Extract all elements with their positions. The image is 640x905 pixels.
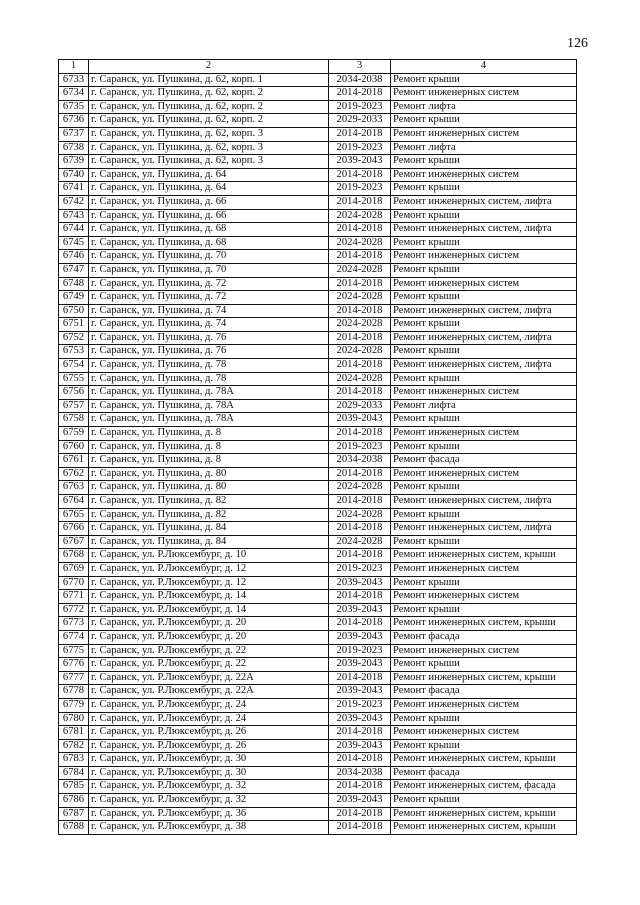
cell-work-type: Ремонт инженерных систем [391, 386, 577, 400]
cell-row-number: 6752 [59, 331, 89, 345]
table-body [59, 73, 577, 834]
cell-work-type: Ремонт крыши [391, 236, 577, 250]
cell-work-type: Ремонт крыши [391, 535, 577, 549]
cell-address: г. Саранск, ул. Пушкина, д. 66 [89, 195, 329, 209]
cell-work-type: Ремонт инженерных систем [391, 87, 577, 101]
table-row [59, 100, 577, 114]
cell-row-number: 6757 [59, 399, 89, 413]
table-row [59, 318, 577, 332]
cell-work-type: Ремонт инженерных систем [391, 726, 577, 740]
cell-period: 2014-2018 [329, 277, 391, 291]
table-row [59, 209, 577, 223]
table-row [59, 617, 577, 631]
cell-row-number: 6759 [59, 427, 89, 441]
cell-address: г. Саранск, ул. Р.Люксембург, д. 24 [89, 698, 329, 712]
cell-address: г. Саранск, ул. Р.Люксембург, д. 24 [89, 712, 329, 726]
table-row [59, 127, 577, 141]
cell-work-type: Ремонт фасада [391, 766, 577, 780]
page-number: 126 [567, 36, 588, 51]
cell-period: 2024-2028 [329, 263, 391, 277]
cell-address: г. Саранск, ул. Пушкина, д. 78А [89, 399, 329, 413]
cell-row-number: 6756 [59, 386, 89, 400]
table-row [59, 413, 577, 427]
cell-address: г. Саранск, ул. Пушкина, д. 8 [89, 454, 329, 468]
cell-address: г. Саранск, ул. Р.Люксембург, д. 22 [89, 658, 329, 672]
cell-row-number: 6753 [59, 345, 89, 359]
cell-row-number: 6779 [59, 698, 89, 712]
cell-period: 2019-2023 [329, 100, 391, 114]
cell-work-type: Ремонт крыши [391, 73, 577, 87]
cell-period: 2039-2043 [329, 413, 391, 427]
table-row [59, 182, 577, 196]
cell-period: 2014-2018 [329, 223, 391, 237]
cell-address: г. Саранск, ул. Пушкина, д. 72 [89, 277, 329, 291]
cell-address: г. Саранск, ул. Р.Люксембург, д. 26 [89, 726, 329, 740]
cell-address: г. Саранск, ул. Пушкина, д. 84 [89, 522, 329, 536]
table-row [59, 712, 577, 726]
cell-row-number: 6743 [59, 209, 89, 223]
cell-row-number: 6768 [59, 549, 89, 563]
cell-row-number: 6742 [59, 195, 89, 209]
table-row [59, 399, 577, 413]
table-row [59, 372, 577, 386]
cell-row-number: 6766 [59, 522, 89, 536]
cell-work-type: Ремонт крыши [391, 508, 577, 522]
table-row [59, 658, 577, 672]
cell-period: 2014-2018 [329, 807, 391, 821]
cell-address: г. Саранск, ул. Пушкина, д. 68 [89, 223, 329, 237]
column-header-number: 1 [59, 60, 89, 74]
cell-period: 2014-2018 [329, 359, 391, 373]
cell-work-type: Ремонт крыши [391, 114, 577, 128]
table-row [59, 277, 577, 291]
cell-address: г. Саранск, ул. Пушкина, д. 62, корп. 3 [89, 127, 329, 141]
cell-address: г. Саранск, ул. Пушкина, д. 82 [89, 495, 329, 509]
cell-period: 2029-2033 [329, 114, 391, 128]
cell-period: 2039-2043 [329, 712, 391, 726]
cell-period: 2039-2043 [329, 794, 391, 808]
cell-work-type: Ремонт инженерных систем [391, 127, 577, 141]
column-header-period: 3 [329, 60, 391, 74]
cell-work-type: Ремонт крыши [391, 291, 577, 305]
cell-period: 2019-2023 [329, 182, 391, 196]
cell-period: 2024-2028 [329, 481, 391, 495]
cell-period: 2039-2043 [329, 603, 391, 617]
cell-work-type: Ремонт инженерных систем, лифта [391, 304, 577, 318]
cell-row-number: 6748 [59, 277, 89, 291]
table-row [59, 671, 577, 685]
cell-work-type: Ремонт инженерных систем [391, 427, 577, 441]
table-row [59, 522, 577, 536]
column-header-work-type: 4 [391, 60, 577, 74]
table-row [59, 195, 577, 209]
cell-work-type: Ремонт фасада [391, 454, 577, 468]
cell-work-type: Ремонт крыши [391, 318, 577, 332]
column-header-address: 2 [89, 60, 329, 74]
cell-period: 2034-2038 [329, 73, 391, 87]
cell-row-number: 6777 [59, 671, 89, 685]
cell-address: г. Саранск, ул. Пушкина, д. 62, корп. 3 [89, 155, 329, 169]
cell-row-number: 6770 [59, 576, 89, 590]
cell-row-number: 6785 [59, 780, 89, 794]
cell-work-type: Ремонт инженерных систем [391, 590, 577, 604]
cell-work-type: Ремонт крыши [391, 155, 577, 169]
cell-address: г. Саранск, ул. Р.Люксембург, д. 30 [89, 753, 329, 767]
table-row [59, 291, 577, 305]
cell-address: г. Саранск, ул. Р.Люксембург, д. 20 [89, 630, 329, 644]
table-row [59, 304, 577, 318]
cell-address: г. Саранск, ул. Пушкина, д. 64 [89, 182, 329, 196]
cell-period: 2019-2023 [329, 562, 391, 576]
cell-period: 2024-2028 [329, 318, 391, 332]
cell-period: 2024-2028 [329, 508, 391, 522]
cell-work-type: Ремонт инженерных систем, лифта [391, 331, 577, 345]
cell-row-number: 6760 [59, 440, 89, 454]
cell-row-number: 6733 [59, 73, 89, 87]
table-row [59, 114, 577, 128]
table-row [59, 821, 577, 835]
cell-work-type: Ремонт инженерных систем [391, 250, 577, 264]
table-row [59, 141, 577, 155]
table-row [59, 236, 577, 250]
cell-work-type: Ремонт крыши [391, 739, 577, 753]
cell-row-number: 6747 [59, 263, 89, 277]
cell-row-number: 6764 [59, 495, 89, 509]
cell-work-type: Ремонт инженерных систем, лифта [391, 522, 577, 536]
table-row [59, 223, 577, 237]
cell-work-type: Ремонт инженерных систем [391, 644, 577, 658]
cell-address: г. Саранск, ул. Р.Люксембург, д. 14 [89, 603, 329, 617]
cell-period: 2024-2028 [329, 535, 391, 549]
cell-row-number: 6736 [59, 114, 89, 128]
cell-row-number: 6751 [59, 318, 89, 332]
cell-period: 2014-2018 [329, 780, 391, 794]
table-row [59, 168, 577, 182]
cell-row-number: 6735 [59, 100, 89, 114]
cell-period: 2014-2018 [329, 195, 391, 209]
table-row [59, 427, 577, 441]
cell-row-number: 6783 [59, 753, 89, 767]
cell-address: г. Саранск, ул. Р.Люксембург, д. 26 [89, 739, 329, 753]
cell-work-type: Ремонт фасада [391, 685, 577, 699]
cell-work-type: Ремонт крыши [391, 209, 577, 223]
cell-period: 2034-2038 [329, 766, 391, 780]
cell-row-number: 6741 [59, 182, 89, 196]
table-row [59, 440, 577, 454]
cell-address: г. Саранск, ул. Пушкина, д. 80 [89, 467, 329, 481]
cell-row-number: 6750 [59, 304, 89, 318]
cell-work-type: Ремонт инженерных систем [391, 168, 577, 182]
cell-row-number: 6771 [59, 590, 89, 604]
table-row [59, 576, 577, 590]
cell-period: 2039-2043 [329, 739, 391, 753]
cell-work-type: Ремонт инженерных систем [391, 562, 577, 576]
cell-address: г. Саранск, ул. Пушкина, д. 74 [89, 318, 329, 332]
cell-row-number: 6780 [59, 712, 89, 726]
cell-address: г. Саранск, ул. Пушкина, д. 76 [89, 331, 329, 345]
cell-work-type: Ремонт инженерных систем, крыши [391, 671, 577, 685]
cell-row-number: 6767 [59, 535, 89, 549]
cell-work-type: Ремонт инженерных систем, крыши [391, 549, 577, 563]
cell-period: 2014-2018 [329, 549, 391, 563]
cell-work-type: Ремонт инженерных систем, лифта [391, 359, 577, 373]
cell-period: 2014-2018 [329, 495, 391, 509]
table-row [59, 467, 577, 481]
cell-period: 2024-2028 [329, 209, 391, 223]
cell-period: 2014-2018 [329, 617, 391, 631]
cell-work-type: Ремонт крыши [391, 712, 577, 726]
table-row [59, 495, 577, 509]
cell-row-number: 6754 [59, 359, 89, 373]
cell-work-type: Ремонт крыши [391, 413, 577, 427]
table-row [59, 250, 577, 264]
cell-address: г. Саранск, ул. Пушкина, д. 78А [89, 386, 329, 400]
cell-address: г. Саранск, ул. Р.Люксембург, д. 30 [89, 766, 329, 780]
cell-period: 2019-2023 [329, 698, 391, 712]
cell-work-type: Ремонт инженерных систем, крыши [391, 821, 577, 835]
cell-work-type: Ремонт лифта [391, 100, 577, 114]
cell-row-number: 6761 [59, 454, 89, 468]
cell-period: 2019-2023 [329, 440, 391, 454]
cell-address: г. Саранск, ул. Р.Люксембург, д. 12 [89, 562, 329, 576]
cell-address: г. Саранск, ул. Пушкина, д. 70 [89, 263, 329, 277]
cell-row-number: 6765 [59, 508, 89, 522]
table-header-row [59, 60, 577, 74]
cell-work-type: Ремонт лифта [391, 141, 577, 155]
cell-address: г. Саранск, ул. Р.Люксембург, д. 36 [89, 807, 329, 821]
cell-period: 2014-2018 [329, 590, 391, 604]
table-row [59, 726, 577, 740]
cell-work-type: Ремонт инженерных систем, фасада [391, 780, 577, 794]
cell-address: г. Саранск, ул. Пушкина, д. 62, корп. 3 [89, 141, 329, 155]
cell-period: 2039-2043 [329, 630, 391, 644]
table-row [59, 685, 577, 699]
cell-work-type: Ремонт лифта [391, 399, 577, 413]
cell-address: г. Саранск, ул. Пушкина, д. 78А [89, 413, 329, 427]
cell-period: 2039-2043 [329, 685, 391, 699]
table-row [59, 87, 577, 101]
cell-period: 2019-2023 [329, 141, 391, 155]
cell-address: г. Саранск, ул. Р.Люксембург, д. 12 [89, 576, 329, 590]
cell-row-number: 6775 [59, 644, 89, 658]
cell-row-number: 6734 [59, 87, 89, 101]
cell-period: 2039-2043 [329, 658, 391, 672]
cell-address: г. Саранск, ул. Пушкина, д. 80 [89, 481, 329, 495]
cell-period: 2024-2028 [329, 236, 391, 250]
cell-work-type: Ремонт инженерных систем, лифта [391, 223, 577, 237]
cell-work-type: Ремонт инженерных систем [391, 277, 577, 291]
cell-row-number: 6739 [59, 155, 89, 169]
cell-row-number: 6738 [59, 141, 89, 155]
cell-period: 2014-2018 [329, 467, 391, 481]
table-row [59, 73, 577, 87]
cell-address: г. Саранск, ул. Р.Люксембург, д. 14 [89, 590, 329, 604]
cell-row-number: 6788 [59, 821, 89, 835]
table-row [59, 454, 577, 468]
table-row [59, 630, 577, 644]
cell-address: г. Саранск, ул. Пушкина, д. 78 [89, 372, 329, 386]
table-row [59, 603, 577, 617]
cell-address: г. Саранск, ул. Р.Люксембург, д. 20 [89, 617, 329, 631]
repair-schedule-table [58, 59, 577, 835]
cell-row-number: 6758 [59, 413, 89, 427]
cell-work-type: Ремонт инженерных систем [391, 467, 577, 481]
cell-row-number: 6746 [59, 250, 89, 264]
table-row [59, 753, 577, 767]
cell-address: г. Саранск, ул. Пушкина, д. 62, корп. 2 [89, 100, 329, 114]
cell-work-type: Ремонт крыши [391, 481, 577, 495]
cell-period: 2014-2018 [329, 522, 391, 536]
table-row [59, 549, 577, 563]
cell-work-type: Ремонт инженерных систем, лифта [391, 195, 577, 209]
cell-period: 2014-2018 [329, 304, 391, 318]
cell-address: г. Саранск, ул. Пушкина, д. 62, корп. 1 [89, 73, 329, 87]
table-row [59, 535, 577, 549]
cell-address: г. Саранск, ул. Пушкина, д. 72 [89, 291, 329, 305]
cell-work-type: Ремонт крыши [391, 658, 577, 672]
cell-work-type: Ремонт инженерных систем, крыши [391, 753, 577, 767]
cell-address: г. Саранск, ул. Пушкина, д. 82 [89, 508, 329, 522]
cell-period: 2039-2043 [329, 576, 391, 590]
table-row [59, 739, 577, 753]
cell-address: г. Саранск, ул. Пушкина, д. 84 [89, 535, 329, 549]
cell-address: г. Саранск, ул. Пушкина, д. 68 [89, 236, 329, 250]
table-row [59, 386, 577, 400]
cell-period: 2019-2023 [329, 644, 391, 658]
cell-period: 2014-2018 [329, 427, 391, 441]
table-row [59, 562, 577, 576]
cell-work-type: Ремонт инженерных систем, лифта [391, 495, 577, 509]
cell-work-type: Ремонт крыши [391, 603, 577, 617]
cell-row-number: 6776 [59, 658, 89, 672]
cell-address: г. Саранск, ул. Пушкина, д. 64 [89, 168, 329, 182]
cell-address: г. Саранск, ул. Пушкина, д. 78 [89, 359, 329, 373]
table-row [59, 345, 577, 359]
cell-row-number: 6772 [59, 603, 89, 617]
cell-period: 2014-2018 [329, 331, 391, 345]
cell-address: г. Саранск, ул. Пушкина, д. 62, корп. 2 [89, 87, 329, 101]
cell-address: г. Саранск, ул. Пушкина, д. 8 [89, 440, 329, 454]
table-row [59, 794, 577, 808]
cell-period: 2024-2028 [329, 345, 391, 359]
cell-period: 2024-2028 [329, 291, 391, 305]
table-row [59, 359, 577, 373]
cell-row-number: 6740 [59, 168, 89, 182]
cell-work-type: Ремонт инженерных систем [391, 698, 577, 712]
cell-address: г. Саранск, ул. Пушкина, д. 62, корп. 2 [89, 114, 329, 128]
cell-row-number: 6755 [59, 372, 89, 386]
cell-row-number: 6787 [59, 807, 89, 821]
table-row [59, 590, 577, 604]
cell-row-number: 6737 [59, 127, 89, 141]
cell-period: 2014-2018 [329, 753, 391, 767]
cell-row-number: 6773 [59, 617, 89, 631]
cell-address: г. Саранск, ул. Пушкина, д. 70 [89, 250, 329, 264]
cell-row-number: 6774 [59, 630, 89, 644]
cell-row-number: 6778 [59, 685, 89, 699]
table-row [59, 698, 577, 712]
cell-period: 2014-2018 [329, 250, 391, 264]
cell-address: г. Саранск, ул. Р.Люксембург, д. 38 [89, 821, 329, 835]
cell-work-type: Ремонт крыши [391, 345, 577, 359]
table-row [59, 263, 577, 277]
cell-row-number: 6744 [59, 223, 89, 237]
cell-period: 2014-2018 [329, 386, 391, 400]
cell-period: 2034-2038 [329, 454, 391, 468]
table-row [59, 644, 577, 658]
cell-period: 2014-2018 [329, 821, 391, 835]
cell-work-type: Ремонт крыши [391, 576, 577, 590]
cell-address: г. Саранск, ул. Пушкина, д. 74 [89, 304, 329, 318]
cell-address: г. Саранск, ул. Пушкина, д. 76 [89, 345, 329, 359]
cell-work-type: Ремонт крыши [391, 372, 577, 386]
cell-address: г. Саранск, ул. Р.Люксембург, д. 22А [89, 671, 329, 685]
cell-period: 2014-2018 [329, 168, 391, 182]
cell-row-number: 6762 [59, 467, 89, 481]
table-row [59, 780, 577, 794]
cell-row-number: 6784 [59, 766, 89, 780]
cell-period: 2014-2018 [329, 671, 391, 685]
cell-work-type: Ремонт инженерных систем, крыши [391, 807, 577, 821]
table-row [59, 508, 577, 522]
cell-address: г. Саранск, ул. Пушкина, д. 8 [89, 427, 329, 441]
cell-row-number: 6786 [59, 794, 89, 808]
table-row [59, 155, 577, 169]
table-row [59, 807, 577, 821]
table-row [59, 331, 577, 345]
cell-row-number: 6745 [59, 236, 89, 250]
cell-address: г. Саранск, ул. Р.Люксембург, д. 22А [89, 685, 329, 699]
cell-row-number: 6749 [59, 291, 89, 305]
table-row [59, 481, 577, 495]
table-row [59, 766, 577, 780]
cell-work-type: Ремонт инженерных систем, крыши [391, 617, 577, 631]
cell-address: г. Саранск, ул. Р.Люксембург, д. 32 [89, 780, 329, 794]
cell-row-number: 6763 [59, 481, 89, 495]
cell-period: 2024-2028 [329, 372, 391, 386]
cell-period: 2014-2018 [329, 726, 391, 740]
cell-address: г. Саранск, ул. Р.Люксембург, д. 22 [89, 644, 329, 658]
cell-work-type: Ремонт крыши [391, 182, 577, 196]
cell-work-type: Ремонт крыши [391, 263, 577, 277]
cell-work-type: Ремонт крыши [391, 440, 577, 454]
cell-period: 2039-2043 [329, 155, 391, 169]
cell-work-type: Ремонт фасада [391, 630, 577, 644]
cell-work-type: Ремонт крыши [391, 794, 577, 808]
cell-address: г. Саранск, ул. Р.Люксембург, д. 32 [89, 794, 329, 808]
cell-period: 2029-2033 [329, 399, 391, 413]
cell-address: г. Саранск, ул. Пушкина, д. 66 [89, 209, 329, 223]
cell-address: г. Саранск, ул. Р.Люксембург, д. 10 [89, 549, 329, 563]
cell-row-number: 6781 [59, 726, 89, 740]
cell-row-number: 6769 [59, 562, 89, 576]
cell-row-number: 6782 [59, 739, 89, 753]
cell-period: 2014-2018 [329, 87, 391, 101]
cell-period: 2014-2018 [329, 127, 391, 141]
